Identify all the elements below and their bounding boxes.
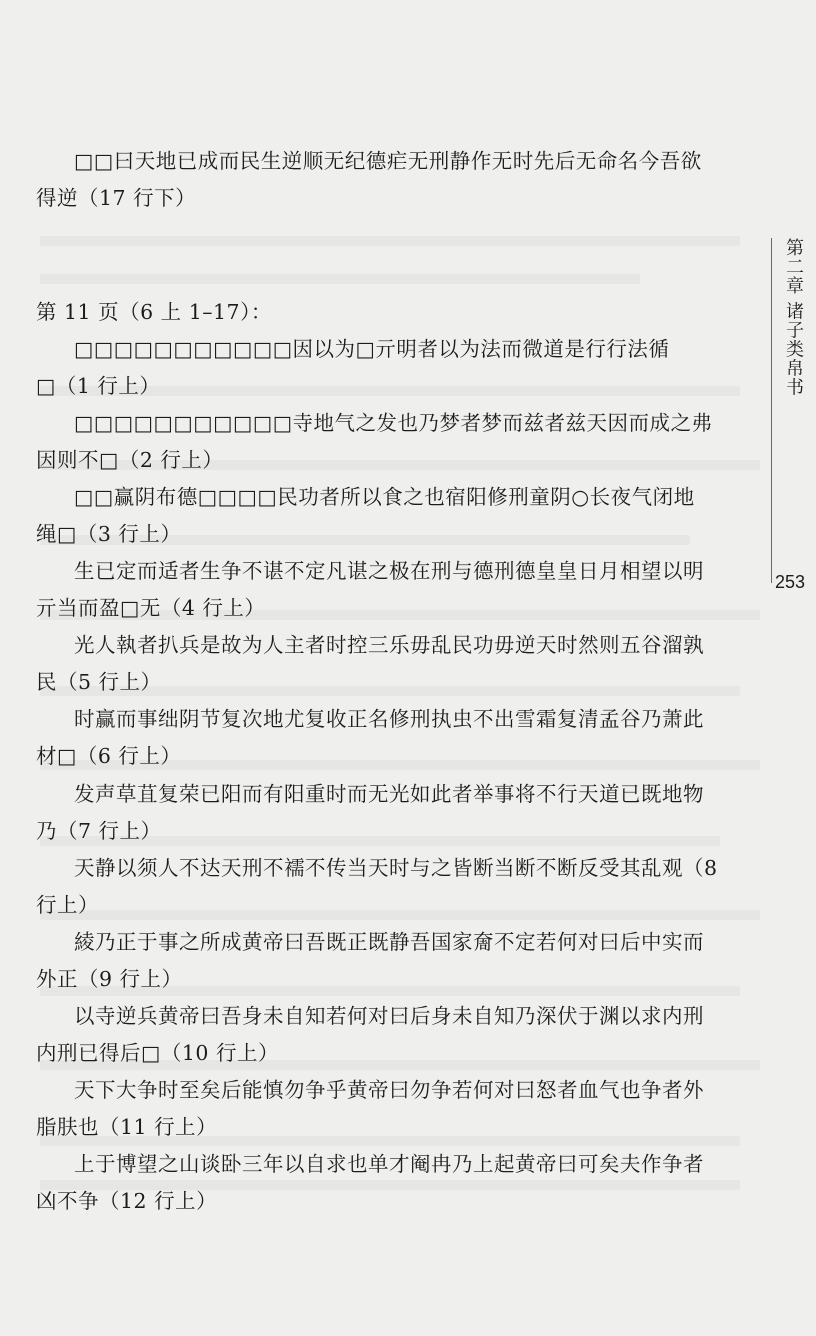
text-line: 以寺逆兵黄帝曰吾身未自知若何对曰后身未自知乃深伏于渊以求内刑	[74, 1004, 704, 1028]
text-line: 脂肤也（11 行上）	[36, 1115, 218, 1139]
chapter-running-header: 第二章 诸子类帛书	[783, 238, 804, 397]
text-line: 天下大争时至矣后能慎勿争乎黄帝曰勿争若何对曰怒者血气也争者外	[74, 1078, 704, 1102]
text-line: 天静以须人不达天刑不襦不传当天时与之皆断当断不断反受其乱观（8	[74, 856, 718, 880]
page-number: 253	[775, 572, 806, 592]
text-line: 因则不□（2 行上）	[36, 448, 224, 472]
text-line: 凶不争（12 行上）	[36, 1189, 218, 1213]
text-line: □□□□□□□□□□□寺地气之发也乃梦者梦而兹者兹天因而成之弗	[74, 411, 713, 435]
text-line: □□曰天地已成而民生逆顺无纪德疟无刑静作无时先后无命名今吾欲	[74, 149, 702, 173]
text-line: 得逆（17 行下）	[36, 186, 197, 210]
text-line: 绳□（3 行上）	[36, 522, 182, 546]
text-line: 发声草苴复荣已阳而有阳重时而无光如此者举事将不行天道已既地物	[74, 782, 704, 806]
text-line: □（1 行上）	[36, 374, 161, 398]
text-line: 光人執者扒兵是故为人主者时控三乐毋乱民功毋逆天时然则五谷溜孰	[74, 633, 704, 657]
text-line: 上于博望之山谈卧三年以自求也单才阉冉乃上起黄帝曰可矣夫作争者	[74, 1152, 704, 1176]
text-line: 材□（6 行上）	[36, 744, 182, 768]
text-line: 民（5 行上）	[36, 670, 162, 694]
text-line: 内刑已得后□（10 行上）	[36, 1041, 279, 1065]
text-line: 行上）	[36, 893, 99, 917]
text-line: □□赢阴布德□□□□民功者所以食之也宿阳修刑童阴○长夜气闭地	[74, 485, 695, 509]
text-line: 亓当而盈□无（4 行上）	[36, 596, 266, 620]
page-reference-heading: 第 11 页（6 上 1–17）：	[36, 300, 272, 324]
text-line: 乃（7 行上）	[36, 819, 162, 843]
margin-rule	[771, 238, 772, 583]
text-line: 生已定而适者生争不谌不定凡谌之极在刑与德刑德皇皇日月相望以明	[74, 559, 704, 583]
text-line: 綾乃正于事之所成黄帝曰吾既正既静吾国家奝不定若何对曰后中实而	[74, 930, 704, 954]
text-line: □□□□□□□□□□□因以为□亓明者以为法而微道是行行法循	[74, 337, 670, 361]
text-line: 外正（9 行上）	[36, 967, 183, 991]
text-line: 时赢而事绌阴节复次地尤复收正名修刑执虫不出雪霜复清孟谷乃萧此	[74, 707, 704, 731]
